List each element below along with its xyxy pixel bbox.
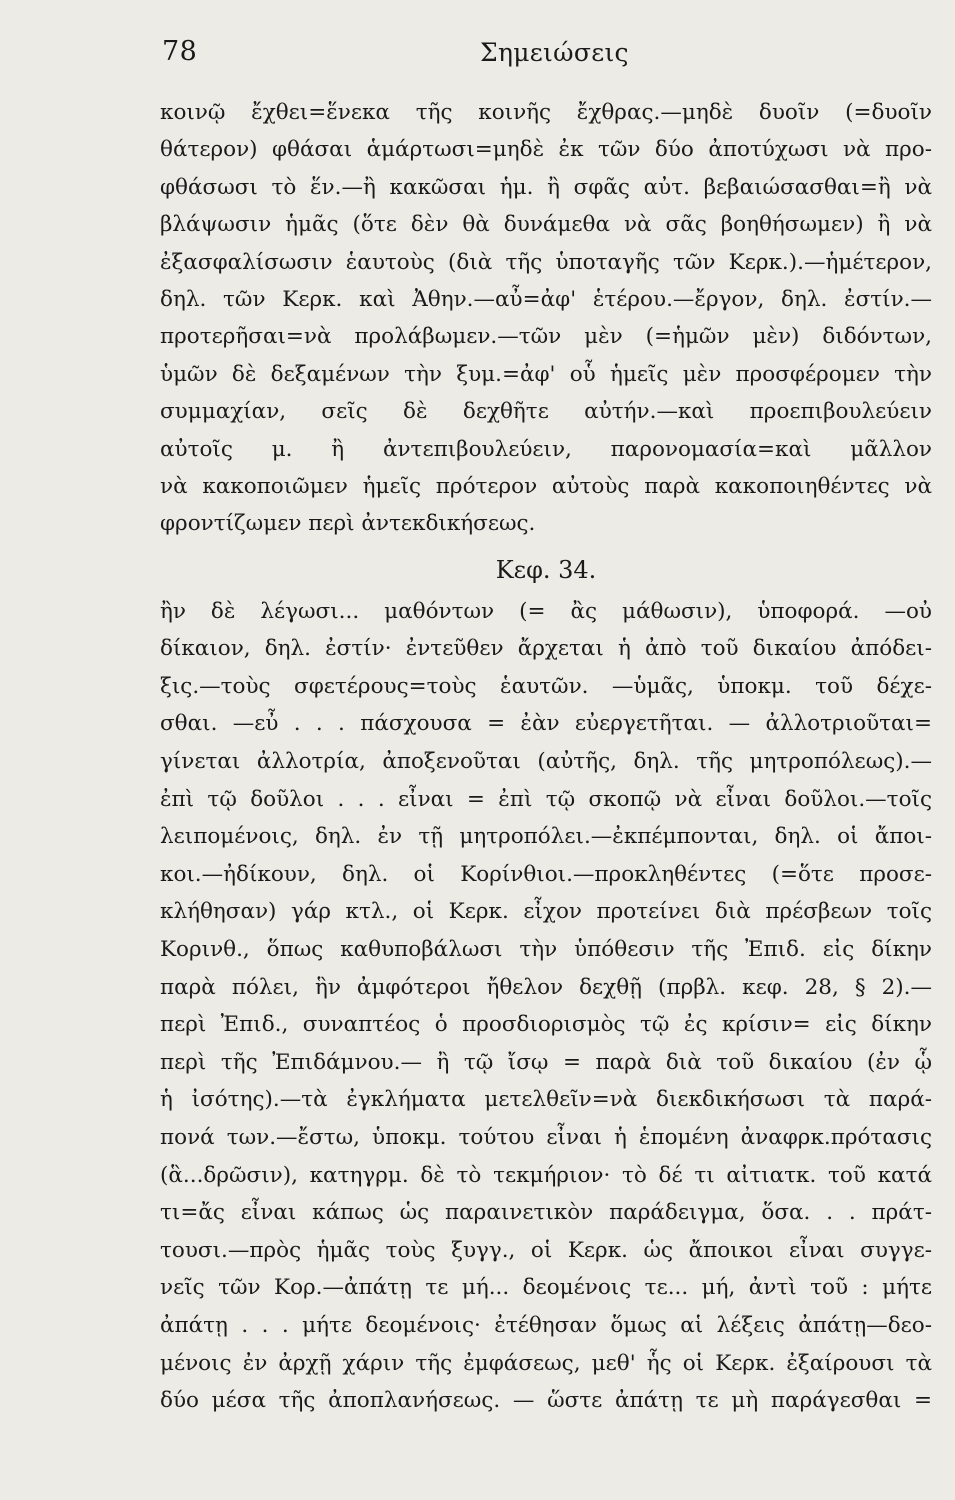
text-line: σθαι. —εὖ . . . πάσχουσα = ἐὰν εὐεργετῆται. — ἀλλοτριοῦται= <box>160 711 932 737</box>
text-line: κοι.—ἠδίκουν, δηλ. οἱ Κορίνθιοι.—προκληθέντες (=ὅτε προσε- <box>160 861 932 887</box>
text-line: δύο μέσα τῆς ἀποπλανήσεως. — ὥστε ἀπάτῃ τε μὴ παράγεσθαι = <box>160 1388 932 1414</box>
text-line: ἀπάτῃ . . . μήτε δεομένοις· ἐτέθησαν ὅμως αἱ λέξεις ἀπάτῃ—δεο- <box>160 1312 932 1338</box>
text-line: (ἃ...δρῶσιν), κατηγρμ. δὲ τὸ τεκμήριον· τὸ δέ τι αἰτιατκ. τοῦ κατά <box>160 1162 932 1188</box>
text-line: περὶ Ἐπιδ., συναπτέος ὁ προσδιορισμὸς τῷ ἐς κρίσιν= εἰς δίκην <box>160 1012 932 1038</box>
text-line: ἐπὶ τῷ δοῦλοι . . . εἶναι = ἐπὶ τῷ σκοπῷ νὰ εἶναι δοῦλοι.—τοῖς <box>160 786 932 812</box>
text-line: πονά των.—ἔστω, ὑποκμ. τούτου εἶναι ἡ ἑπομένη ἀναφρκ.πρότασις <box>160 1125 932 1150</box>
text-line: θάτερον) φθάσαι ἁμάρτωσι=μηδὲ ἐκ τῶν δύο ἀποτύχωσι νὰ προ- <box>160 137 932 163</box>
text-line: ἐξασφαλίσωσιν ἑαυτοὺς (διὰ τῆς ὑποταγῆς τῶν Κερκ.).—ἡμέτερον, <box>160 249 932 275</box>
text-line: συμμαχίαν, σεῖς δὲ δεχθῆτε αὐτήν.—καὶ προεπιβουλεύειν <box>160 399 932 425</box>
text-line: ὑμῶν δὲ δεξαμένων τὴν ξυμ.=ἀφ' οὗ ἡμεῖς μὲν προσφέρομεν τὴν <box>160 361 932 387</box>
text-line: Κορινθ., ὅπως καθυποβάλωσι τὴν ὑπόθεσιν τῆς Ἐπιδ. εἰς δίκην <box>160 937 932 963</box>
text-line: βλάψωσιν ἡμᾶς (ὅτε δὲν θὰ δυνάμεθα νὰ σᾶς βοηθήσωμεν) ἢ νὰ <box>160 212 932 238</box>
text-line: περὶ τῆς Ἐπιδάμνου.— ἢ τῷ ἴσῳ = παρὰ διὰ τοῦ δικαίου (ἐν ᾧ <box>160 1049 932 1075</box>
text-line: φθάσωσι τὸ ἕν.—ἢ κακῶσαι ἡμ. ἢ σφᾶς αὐτ. βεβαιώσασθαι=ἢ νὰ <box>160 174 932 200</box>
text-line: φροντίζωμεν περὶ ἀντεκδικήσεως. <box>160 511 536 537</box>
page-header <box>0 30 955 80</box>
running-title: Σημειώσεις <box>480 38 629 67</box>
text-line: δίκαιον, δηλ. ἐστίν· ἐντεῦθεν ἄρχεται ἡ ἀπὸ τοῦ δικαίου ἀπόδει- <box>160 636 932 662</box>
notes-section-2 <box>160 593 932 1420</box>
text-line: ξις.—τοὺς σφετέρους=τοὺς ἑαυτῶν. —ὑμᾶς, ὑποκμ. τοῦ δέχε- <box>160 673 932 699</box>
text-line: τι=ἄς εἶναι κάπως ὡς παραινετικὸν παράδειγμα, ὅσα. . . πράτ- <box>160 1200 932 1226</box>
text-line: κλήθησαν) γάρ κτλ., οἱ Κερκ. εἶχον προτείνει διὰ πρέσβεων τοῖς <box>160 899 932 925</box>
text-line: ἡ ἰσότης).—τὰ ἐγκλήματα μετελθεῖν=νὰ διεκδικήσωσι τὰ παρά- <box>160 1087 932 1113</box>
text-line: τουσι.—πρὸς ἡμᾶς τοὺς ξυγγ., οἱ Κερκ. ὡς ἄποικοι εἶναι συγγε- <box>160 1237 932 1263</box>
text-line: γίνεται ἀλλοτρία, ἀποξενοῦται (αὐτῆς, δηλ. τῆς μητροπόλεως).— <box>160 749 932 775</box>
text-line: προτερῆσαι=νὰ προλάβωμεν.—τῶν μὲν (=ἡμῶν μὲν) διδόντων, <box>160 324 932 350</box>
text-line: νεῖς τῶν Κορ.—ἀπάτῃ τε μή... δεομένοις τε... μή, ἀντὶ τοῦ : μήτε <box>160 1275 932 1301</box>
page-number: 78 <box>162 36 198 67</box>
text-line: παρὰ πόλει, ἣν ἀμφότεροι ἤθελον δεχθῇ (πρβλ. κεφ. 28, § 2).— <box>160 974 932 1000</box>
notes-text <box>160 94 932 1420</box>
text-line: αὐτοῖς μ. ἢ ἀντεπιβουλεύειν, παρονομασία=καὶ μᾶλλον <box>160 436 932 462</box>
text-line: ἢν δὲ λέγωσι... μαθόντων (= ἂς μάθωσιν), ὑποφορά. —οὐ <box>160 598 932 624</box>
notes-section-1 <box>160 94 932 543</box>
text-line: μένοις ἐν ἀρχῇ χάριν τῆς ἐμφάσεως, μεθ' ἧς οἱ Κερκ. ἐξαίρουσι τὰ <box>160 1350 932 1376</box>
text-line: κοινῷ ἔχθει=ἕνεκα τῆς κοινῆς ἔχθρας.—μηδὲ δυοῖν (=δυοῖν <box>160 100 932 125</box>
chapter-heading: Κεφ. 34. <box>495 555 597 584</box>
text-line: δηλ. τῶν Κερκ. καὶ Ἀθην.—αὖ=ἀφ' ἑτέρου.—ἔργον, δηλ. ἐστίν.— <box>160 286 932 312</box>
text-line: λειπομένοις, δηλ. ἐν τῇ μητροπόλει.—ἐκπέμπονται, δηλ. οἱ ἄποι- <box>160 824 932 850</box>
text-line: νὰ κακοποιῶμεν ἡμεῖς πρότερον αὐτοὺς παρὰ κακοποιηθέντες νὰ <box>160 473 932 499</box>
